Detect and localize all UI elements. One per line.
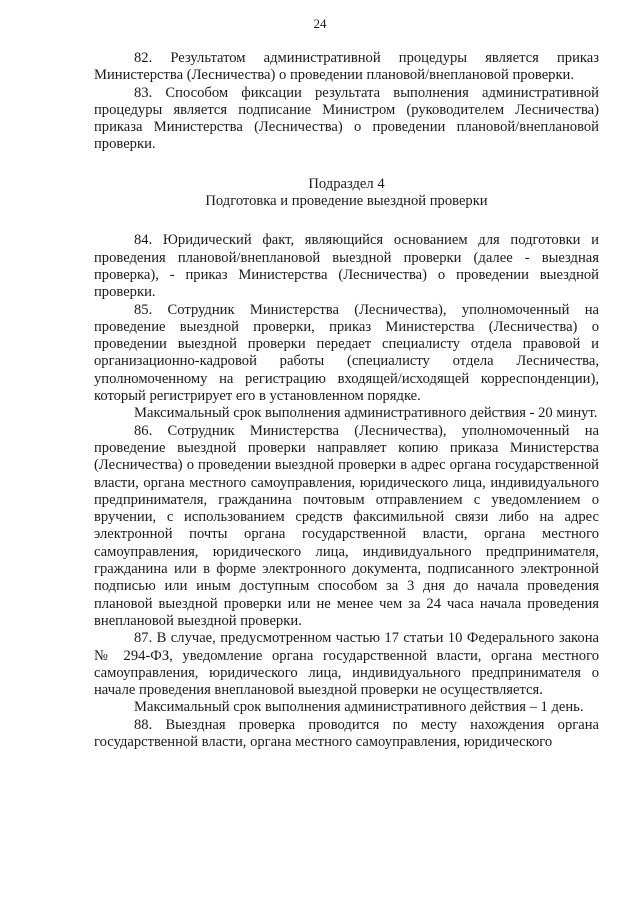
paragraph-82: 82. Результатом административной процедуры является приказ Министерства (Лесничества) о проведении плановой/внеплановой проверки. bbox=[94, 50, 599, 84]
subsection-heading bbox=[94, 176, 599, 211]
paragraph-83: 83. Способом фиксации результата выполнения административной процедуры является подписание Министром (руководителем Лесничества) приказа Министерства (Лесничества) о проведении плановой/внеплановой проверки. bbox=[94, 84, 599, 153]
paragraph-84: 84. Юридический факт, являющийся основанием для подготовки и проведения плановой/внеплановой выездной проверки (далее - выездная проверка), - приказ Министерства (Лесничества) о проведении выездной проверки. bbox=[94, 232, 599, 301]
paragraph-86: 86. Сотрудник Министерства (Лесничества), уполномоченный на проведение выездной проверки направляет копию приказа Министерства (Лесничества) о проведении выездной проверки в адрес органа государственной власти, органа местного самоуправления, юридического лица, индивидуального предпринимателя, гражданина почтовым отправлением с уведомлением о вручении, с использованием средств факсимильной связи либо на адрес электронной почты органа государственной власти, органа местного самоуправления, юридического лица, индивидуального предпринимателя, гражданина или в форме электронного документа, подписанного электронной подписью или иным доступным способом за 3 дня до начала проведения плановой выездной проверки или не менее чем за 24 часа начала проведения внеплановой выездной проверки. bbox=[94, 422, 599, 629]
paragraph-85: 85. Сотрудник Министерства (Лесничества), уполномоченный на проведение выездной проверки, приказ Министерства (Лесничества) о проведении выездной проверки передает специалисту отдела правовой и организационно-кадровой работы (специалисту отдела Лесничества, уполномоченному на регистрацию входящей/исходящей корреспонденции), который регистрирует его в установленном порядке. bbox=[94, 301, 599, 405]
paragraph-max-term-1-day: Максимальный срок выполнения административного действия – 1 день. bbox=[134, 699, 584, 716]
paragraph-max-term-20-min: Максимальный срок выполнения административного действия - 20 минут. bbox=[134, 405, 598, 422]
page-number: 24 bbox=[313, 16, 327, 31]
paragraph-88: 88. Выездная проверка проводится по месту нахождения органа государственной власти, органа местного самоуправления, юридического bbox=[94, 716, 599, 750]
paragraph-87: 87. В случае, предусмотренном частью 17 статьи 10 Федерального закона № 294-ФЗ, уведомление органа государственной власти, органа местного самоуправления, юридического лица, индивидуального предпринимателя о начале проведения внеплановой выездной проверки не осуществляется. bbox=[94, 630, 599, 699]
document-body bbox=[94, 50, 599, 751]
subsection-title: Подготовка и проведение выездной проверки bbox=[205, 193, 488, 210]
subsection-number: Подраздел 4 bbox=[308, 175, 385, 192]
